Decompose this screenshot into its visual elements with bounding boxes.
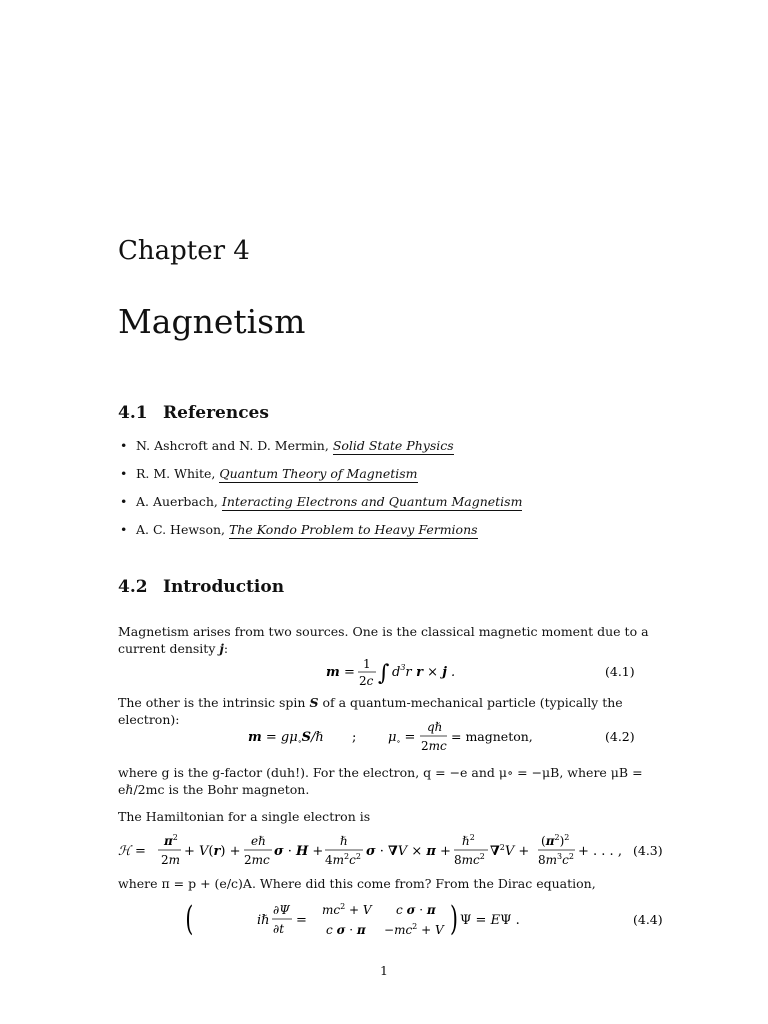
svg-text:2mc: 2mc (244, 853, 270, 867)
reference-title: Solid State Physics (332, 438, 454, 453)
svg-text:8m3c2: $8m^3c^2$ (538, 852, 574, 867)
svg-text:(: ( (185, 898, 194, 939)
equation-4-4 (0, 898, 768, 942)
svg-text:π2: $\pi^2$ (164, 833, 178, 848)
svg-text:Ψ = EΨ .: Ψ = EΨ . (460, 913, 520, 928)
bullet-icon: • (120, 466, 128, 481)
svg-text:2c: 2c (359, 674, 374, 688)
svg-text:eℏ: eℏ (251, 834, 266, 848)
svg-text:iℏ: iℏ (257, 913, 270, 928)
svg-text:(π2)2: $(\pi^2)^2$ (541, 833, 570, 848)
svg-text:ℏ2: ℏ$^2$ (462, 833, 475, 848)
svg-text:c σ · π: c σ · π (326, 923, 366, 937)
svg-text:=: = (296, 913, 307, 928)
svg-text:qℏ: qℏ (427, 720, 443, 734)
svg-text:+ . . . ,: + . . . , (578, 844, 622, 859)
chapter-title: Magnetism (118, 302, 306, 341)
svg-text:σ · ∇V × π +: σ · ∇V × π + (366, 844, 451, 859)
equation-4-1 (0, 652, 768, 692)
svg-text:): ) (450, 898, 458, 939)
paragraph: where π = p + (e/c)A. Where did this come from? From the Dirac equation, (118, 876, 596, 891)
paragraph: Magnetism arises from two sources. One is the classical magnetic moment due to a current density j: (118, 624, 649, 656)
section-heading-references (118, 403, 269, 423)
equation-tag: (4.4) (633, 912, 663, 927)
svg-text:m = gμ∘S/ℏ: $m = g\mu_\circ S/\hbar$ (248, 730, 324, 746)
reference-authors: A. Auerbach, (136, 494, 222, 509)
bullet-icon: • (120, 522, 128, 537)
svg-text:mc2 + V: $mc^2 + V$ (322, 902, 372, 917)
svg-text:∂Ψ: ∂Ψ (273, 903, 290, 917)
svg-text:=: = (344, 665, 355, 680)
svg-text:d3r r × j .: $d^3r$ r × j . (392, 663, 456, 680)
reference-item (118, 488, 522, 516)
equation-4-3 (0, 829, 768, 873)
reference-title: Interacting Electrons and Quantum Magnetism (221, 494, 523, 509)
svg-text:8mc2: $8mc^2$ (454, 852, 485, 867)
section-heading-introduction (118, 577, 284, 597)
svg-text:∫: ∫ (378, 661, 390, 686)
svg-text:+ V(r) +: + V(r) + (184, 844, 241, 859)
paragraph: The other is the intrinsic spin S of a quantum-mechanical particle (typically the electron): (118, 695, 623, 727)
svg-text:2mc: 2mc (421, 739, 447, 753)
reference-authors: N. Ashcroft and N. D. Mermin, (136, 438, 333, 453)
section-number: 4.2 (118, 577, 148, 597)
equation-4-2 (0, 716, 768, 760)
reference-item (118, 460, 522, 488)
svg-text:m: m (326, 665, 340, 680)
svg-text:c σ · π: c σ · π (396, 903, 436, 917)
svg-text:σ · H +: σ · H + (274, 844, 324, 859)
chapter-label: Chapter 4 (118, 236, 250, 266)
bullet-icon: • (120, 494, 128, 509)
svg-text:1: 1 (363, 657, 371, 671)
section-title: Introduction (163, 577, 285, 597)
equation-tag: (4.1) (605, 664, 635, 679)
svg-text:ℏ: ℏ (340, 834, 348, 848)
reference-title: Quantum Theory of Magnetism (219, 466, 418, 481)
paragraph: where g is the g-factor (duh!). For the electron, q = −e and μ∘ = −μB, where μB = eℏ/2mc is the Bohr magneton. (118, 765, 643, 797)
reference-item (118, 432, 522, 460)
equation-tag: (4.2) (605, 729, 635, 744)
svg-text:4m2c2: $4m^2c^2$ (325, 852, 361, 867)
reference-title: The Kondo Problem to Heavy Fermions (228, 522, 478, 537)
svg-text:μ∘ =: $\mu_\circ$ = (388, 730, 416, 746)
svg-text:∂t: ∂t (273, 922, 285, 936)
magneton-label: = magneton, (451, 729, 533, 744)
reference-authors: A. C. Hewson, (136, 522, 229, 537)
reference-item (118, 516, 522, 544)
svg-text:;: ; (352, 730, 357, 745)
bullet-icon: • (120, 438, 128, 453)
svg-text:2m: 2m (161, 853, 181, 867)
equation-tag: (4.3) (633, 843, 663, 858)
section-title: References (163, 403, 269, 423)
reference-list (118, 432, 522, 544)
svg-text:ℋ =: ℋ = (118, 844, 146, 859)
svg-text:∇2V +: ∇$^2$V + (490, 843, 530, 859)
page-number: 1 (380, 963, 388, 978)
reference-authors: R. M. White, (136, 466, 220, 481)
paragraph: The Hamiltonian for a single electron is (118, 809, 371, 824)
svg-text:−mc2 + V: $-mc^2 + V$ (384, 922, 444, 937)
section-number: 4.1 (118, 403, 148, 423)
